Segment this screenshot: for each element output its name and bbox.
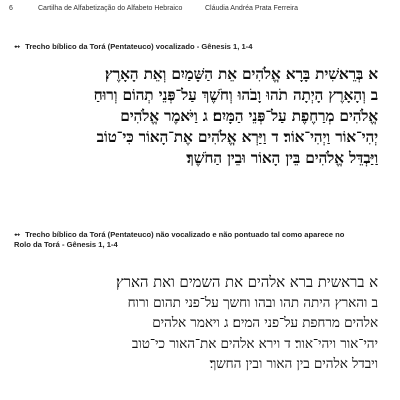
section-heading-text-line2: Rolo da Torá - Gênesis 1, 1-4 — [14, 240, 118, 249]
section-heading-text: Trecho bíblico da Torá (Pentateuco) vocalizado - Gênesis 1, 1-4 — [25, 42, 253, 51]
arrow-icon: ➻ — [14, 230, 21, 239]
page-number: 6 — [9, 5, 13, 12]
hebrew-line: ב וְהָאָרֶץ הָיְתָה תֹהוּ וָבֹהוּ וְחֹשֶׁךְ עַל־פְּנֵי תְהוֹם וְרוּחַ — [93, 86, 378, 104]
hebrew-line: אֱלֹהִים מְרַחֶפֶת עַל־פְּנֵי הַמָּיִם׃ ג וַיֹּאמֶר אֱלֹהִים — [120, 107, 378, 125]
arrow-icon: ➻ — [14, 42, 21, 51]
author-name: Cláudia Andréa Prata Ferreira — [205, 5, 298, 12]
section-heading-text: Trecho bíblico da Torá (Pentateuco) não vocalizado e não pontuado tal como aparece no — [25, 230, 345, 239]
hebrew-line: א בראשית ברא אלהים את השמים ואת הארץ׃ — [116, 273, 378, 291]
hebrew-line: אלהים מרחפת על־פני המים׃ ג ויאמר אלהים — [152, 315, 378, 331]
section-heading-unvocalized — [14, 230, 389, 250]
section-heading-vocalized — [14, 42, 394, 52]
hebrew-line: ב והארץ היתה תהו ובהו וחשך על־פני תהום ורוח — [127, 294, 378, 311]
hebrew-line: יְהִי־אוֹר וַיְהִי־אוֹר׃ ד וַיַּרְא אֱלֹהִים אֶת־הָאוֹר כִּי־טוֹב — [96, 128, 378, 146]
hebrew-unvocalized-text — [18, 272, 378, 375]
hebrew-line: ויבדל אלהים בין האור ובין החשך׃ — [209, 356, 378, 372]
book-title: Cartilha de Alfabetização do Alfabeto Hebraico — [38, 5, 183, 12]
hebrew-vocalized-text — [12, 64, 378, 169]
hebrew-line: יהי־אור ויהי־אור׃ ד וירא אלהים את־האור כי־טוב — [131, 335, 378, 352]
hebrew-line: א בְּרֵאשִׁית בָּרָא אֱלֹהִים אֵת הַשָּׁמַיִם וְאֵת הָאָרֶץ׃ — [105, 65, 378, 83]
page-header — [0, 5, 400, 17]
hebrew-line: וַיַּבְדֵּל אֱלֹהִים בֵּין הָאוֹר וּבֵין הַחֹשֶׁךְ׃ — [186, 149, 378, 167]
